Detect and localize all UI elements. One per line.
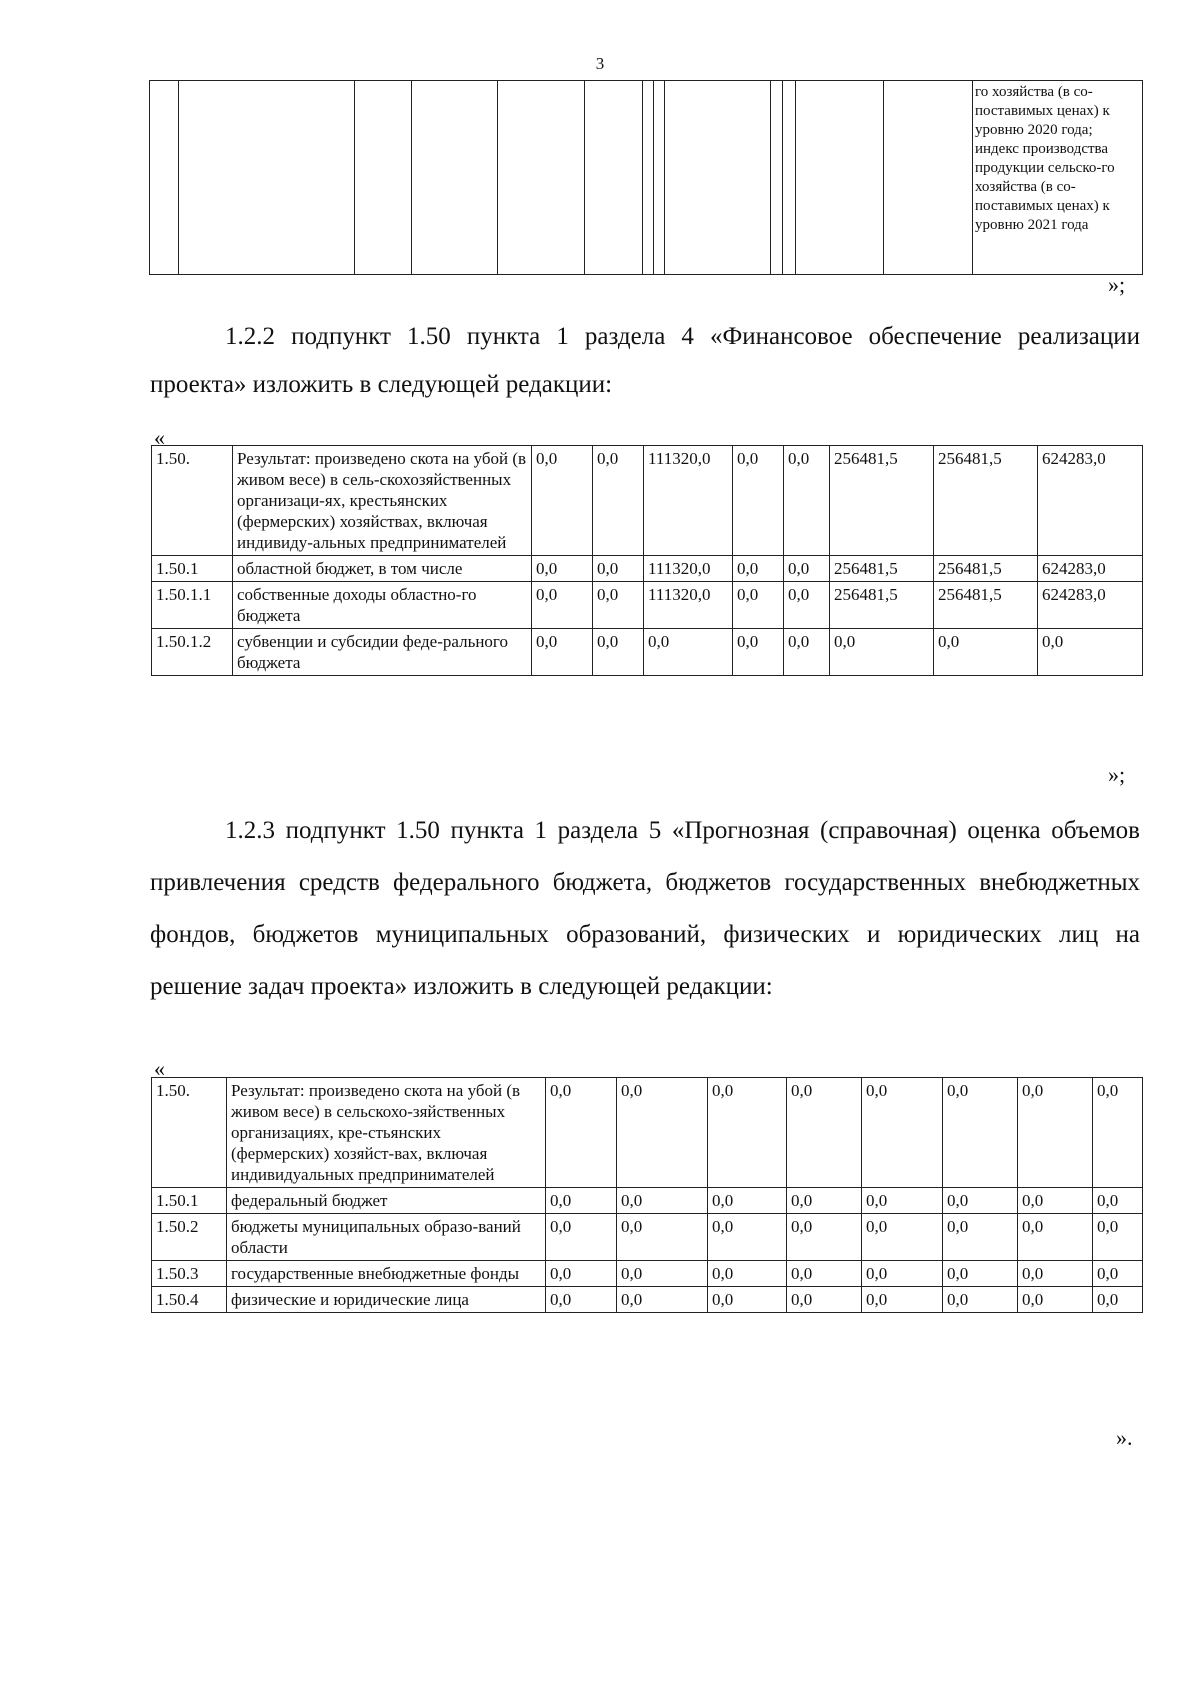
row-name: собственные доходы областно-го бюджета [233,582,532,629]
value-cell: 111320,0 [644,556,733,582]
value-cell: 0,0 [784,629,830,676]
value-cell: 111320,0 [644,582,733,629]
value-cell: 0,0 [943,1078,1018,1188]
financing-table [151,445,1143,676]
row-code: 1.50.1.1 [152,582,233,629]
close-quote-mark: »; [1108,762,1126,787]
close-quote-mark: ». [1116,1425,1133,1450]
value-cell: 256481,5 [830,582,934,629]
value-cell: 624283,0 [1038,556,1143,582]
value-cell: 0,0 [593,556,644,582]
row-code: 1.50.4 [152,1287,227,1313]
row-name: бюджеты муниципальных образо-ваний области [227,1214,546,1261]
value-cell: 0,0 [1018,1078,1093,1188]
value-cell: 0,0 [593,446,644,556]
value-cell: 0,0 [532,446,593,556]
continuation-table [149,80,1143,275]
value-cell: 0,0 [617,1214,708,1261]
value-cell: 0,0 [943,1261,1018,1287]
table-row [152,1261,1143,1287]
row-code: 1.50.1 [152,556,233,582]
row-name: федеральный бюджет [227,1188,546,1214]
row-name: субвенции и субсидии феде-рального бюджета [233,629,532,676]
row-name: Результат: произведено скота на убой (в живом весе) в сель-скохозяйственных организаци-ях, крестьянских (фермерских) хозяйствах, включая индивиду-альных предпринимателей [233,446,532,556]
value-cell: 0,0 [708,1287,787,1313]
value-cell: 0,0 [546,1078,617,1188]
table-row [152,1078,1143,1188]
value-cell: 0,0 [708,1261,787,1287]
value-cell: 0,0 [617,1078,708,1188]
value-cell: 0,0 [784,556,830,582]
table-row [152,629,1143,676]
row-name: физические и юридические лица [227,1287,546,1313]
table-row [152,1287,1143,1313]
value-cell: 256481,5 [934,582,1038,629]
value-cell: 0,0 [943,1188,1018,1214]
value-cell: 0,0 [943,1287,1018,1313]
row-code: 1.50. [152,446,233,556]
open-quote-mark: « [154,1056,165,1081]
value-cell: 0,0 [862,1214,943,1261]
value-cell: 0,0 [532,582,593,629]
value-cell: 0,0 [708,1188,787,1214]
value-cell: 0,0 [593,629,644,676]
value-cell: 0,0 [733,629,784,676]
value-cell: 0,0 [934,629,1038,676]
value-cell: 0,0 [862,1078,943,1188]
value-cell: 0,0 [708,1214,787,1261]
value-cell: 0,0 [1018,1287,1093,1313]
value-cell: 0,0 [787,1287,862,1313]
value-cell: 0,0 [644,629,733,676]
table-row [152,556,1143,582]
continuation-cell: го хозяйства (в со-поставимых ценах) к уровню 2020 года; индекс производства продукции сельско-го хозяйства (в со-поставимых ценах) к уровню 2021 года [973,81,1143,275]
value-cell: 0,0 [784,582,830,629]
row-name: Результат: произведено скота на убой (в живом весе) в сельскохо-зяйственных организациях, кре-стьянских (фермерских) хозяйст-вах, включая индивидуальных предпринимателей [227,1078,546,1188]
value-cell: 256481,5 [934,446,1038,556]
value-cell: 0,0 [862,1188,943,1214]
value-cell: 0,0 [943,1214,1018,1261]
table-row [152,446,1143,556]
value-cell: 0,0 [733,582,784,629]
row-code: 1.50. [152,1078,227,1188]
value-cell: 0,0 [708,1078,787,1188]
value-cell: 624283,0 [1038,582,1143,629]
value-cell: 0,0 [1093,1261,1143,1287]
value-cell: 0,0 [1093,1214,1143,1261]
section-1-2-3-text: 1.2.3 подпункт 1.50 пункта 1 раздела 5 «Прогнозная (справочная) оценка объемов привлечения средств федерального бюджета, бюджетов государственных внебюджетных фондов, бюджетов муниципальных образований, физических и юридических лиц на решение задач проекта» изложить в следующей редакции: [150,817,1140,1000]
value-cell: 256481,5 [830,556,934,582]
value-cell: 0,0 [787,1078,862,1188]
value-cell: 0,0 [862,1287,943,1313]
value-cell: 0,0 [830,629,934,676]
value-cell: 0,0 [787,1261,862,1287]
forecast-table [151,1077,1143,1313]
value-cell: 0,0 [546,1188,617,1214]
value-cell: 0,0 [546,1287,617,1313]
value-cell: 256481,5 [934,556,1038,582]
value-cell: 0,0 [546,1261,617,1287]
table-row [152,582,1143,629]
value-cell: 0,0 [733,556,784,582]
section-1-2-2-text: 1.2.2 подпункт 1.50 пункта 1 раздела 4 «Финансовое обеспечение реализации проекта» изложить в следующей редакции: [150,323,1140,398]
value-cell: 0,0 [1093,1287,1143,1313]
close-quote-mark: »; [1108,272,1126,297]
value-cell: 0,0 [862,1261,943,1287]
value-cell: 0,0 [733,446,784,556]
value-cell: 0,0 [787,1188,862,1214]
value-cell: 0,0 [1093,1188,1143,1214]
value-cell: 0,0 [787,1214,862,1261]
value-cell: 0,0 [617,1287,708,1313]
page-number: 3 [595,54,605,73]
value-cell: 0,0 [546,1214,617,1261]
value-cell: 0,0 [1093,1078,1143,1188]
value-cell: 0,0 [784,446,830,556]
row-name: государственные внебюджетные фонды [227,1261,546,1287]
value-cell: 0,0 [1018,1188,1093,1214]
row-name: областной бюджет, в том числе [233,556,532,582]
table-row [152,1214,1143,1261]
value-cell: 0,0 [532,629,593,676]
row-code: 1.50.3 [152,1261,227,1287]
value-cell: 0,0 [1018,1214,1093,1261]
value-cell: 0,0 [1018,1261,1093,1287]
value-cell: 0,0 [1038,629,1143,676]
row-code: 1.50.1.2 [152,629,233,676]
value-cell: 624283,0 [1038,446,1143,556]
value-cell: 0,0 [617,1188,708,1214]
table-row [152,1188,1143,1214]
value-cell: 111320,0 [644,446,733,556]
row-code: 1.50.2 [152,1214,227,1261]
value-cell: 256481,5 [830,446,934,556]
row-code: 1.50.1 [152,1188,227,1214]
value-cell: 0,0 [532,556,593,582]
open-quote-mark: « [154,425,165,450]
value-cell: 0,0 [617,1261,708,1287]
value-cell: 0,0 [593,582,644,629]
